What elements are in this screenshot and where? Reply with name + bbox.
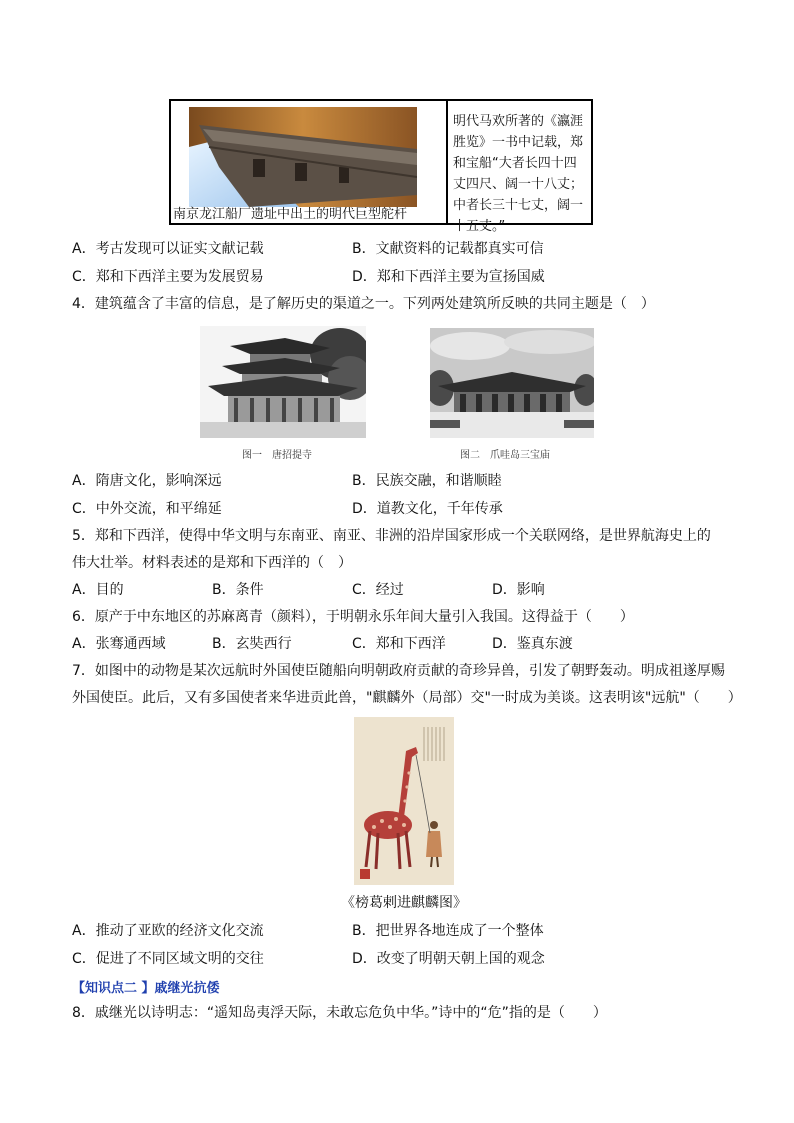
q4-option-b[interactable]: B．民族交融，和谐顺睦 (352, 473, 502, 489)
q5-option-b[interactable]: B．条件 (212, 582, 264, 598)
knowledge-point-heading: 【知识点二 】戚继光抗倭 (72, 981, 220, 996)
q7-option-b[interactable]: B．把世界各地连成了一个整体 (352, 923, 544, 939)
q4-option-d[interactable]: D．道教文化，千年传承 (352, 501, 503, 517)
q5-option-c[interactable]: C．经过 (352, 582, 404, 598)
q5-option-a[interactable]: A．目的 (72, 582, 124, 598)
toshodaiji-photo (200, 326, 366, 438)
q6-option-c[interactable]: C．郑和下西洋 (352, 636, 446, 652)
q4-option-c[interactable]: C．中外交流，和平绵延 (72, 501, 222, 517)
q3-option-a[interactable]: A．考古发现可以证实文献记载 (72, 241, 264, 257)
q5-stem-line1: 5．郑和下西洋，使得中华文明与东南亚、南亚、非洲的沿岸国家形成一个关联网络，是世界航海史上的 (72, 528, 711, 544)
q3-option-b[interactable]: B．文献资料的记载都真实可信 (352, 241, 544, 257)
q5-stem-line2: 伟大壮举。材料表述的是郑和下西洋的（ ） (72, 555, 352, 571)
q8-stem: 8．戚继光以诗明志：“遥知岛夷浮天际，未敢忘危负中华。”诗中的“危”指的是（ ） (72, 1005, 607, 1021)
q7-stem-line1: 7．如图中的动物是某次远航时外国使臣随船向明朝政府贡献的奇珍异兽，引发了朝野轰动。明成祖遂厚赐 (72, 663, 725, 679)
q4-fig1-caption: 图一 唐招提寺 (242, 450, 312, 461)
q7-option-a[interactable]: A．推动了亚欧的经济文化交流 (72, 923, 264, 939)
q3-option-d[interactable]: D．郑和下西洋主要为宣扬国威 (352, 269, 545, 285)
q7-stem-line2: 外国使臣。此后，又有多国使者来华进贡此兽，"麒麟外（局部）交"一时成为美谈。这表明该"远航"（ ） (72, 690, 742, 706)
sampoong-temple-photo (430, 328, 594, 438)
box-divider (446, 101, 448, 223)
q6-option-b[interactable]: B．玄奘西行 (212, 636, 292, 652)
q3-option-c[interactable]: C．郑和下西洋主要为发展贸易 (72, 269, 264, 285)
q5-option-d[interactable]: D．影响 (492, 582, 545, 598)
q6-option-a[interactable]: A．张骞通西域 (72, 636, 166, 652)
ying-ya-sheng-lan-quote: 明代马欢所著的《瀛涯胜览》一书中记载，郑和宝船“大者长四十四丈四尺、阔一十八丈；中者长三十七丈，阔一十五丈。” (453, 114, 584, 234)
q4-option-a[interactable]: A．隋唐文化，影响深远 (72, 473, 222, 489)
q6-option-d[interactable]: D．鉴真东渡 (492, 636, 573, 652)
q4-fig2-caption: 图二 爪哇岛三宝庙 (460, 450, 550, 461)
q6-stem: 6．原产于中东地区的苏麻离青（颜料），于明朝永乐年间大量引入我国。这得益于（ ） (72, 609, 634, 625)
rudder-figure-box (169, 99, 593, 234)
q4-stem: 4．建筑蕴含了丰富的信息，是了解历史的渠道之一。下列两处建筑所反映的共同主题是（ ） (72, 296, 655, 312)
q7-option-d[interactable]: D．改变了明朝天朝上国的观念 (352, 951, 545, 967)
q7-option-c[interactable]: C．促进了不同区域文明的交往 (72, 951, 264, 967)
rudder-caption: 南京龙江船厂遗址中出土的明代巨型舵杆 (173, 207, 408, 222)
rudder-photo (189, 107, 417, 207)
giraffe-painting (354, 717, 454, 885)
q7-fig-caption: 《榜葛剌进麒麟图》 (341, 895, 467, 911)
